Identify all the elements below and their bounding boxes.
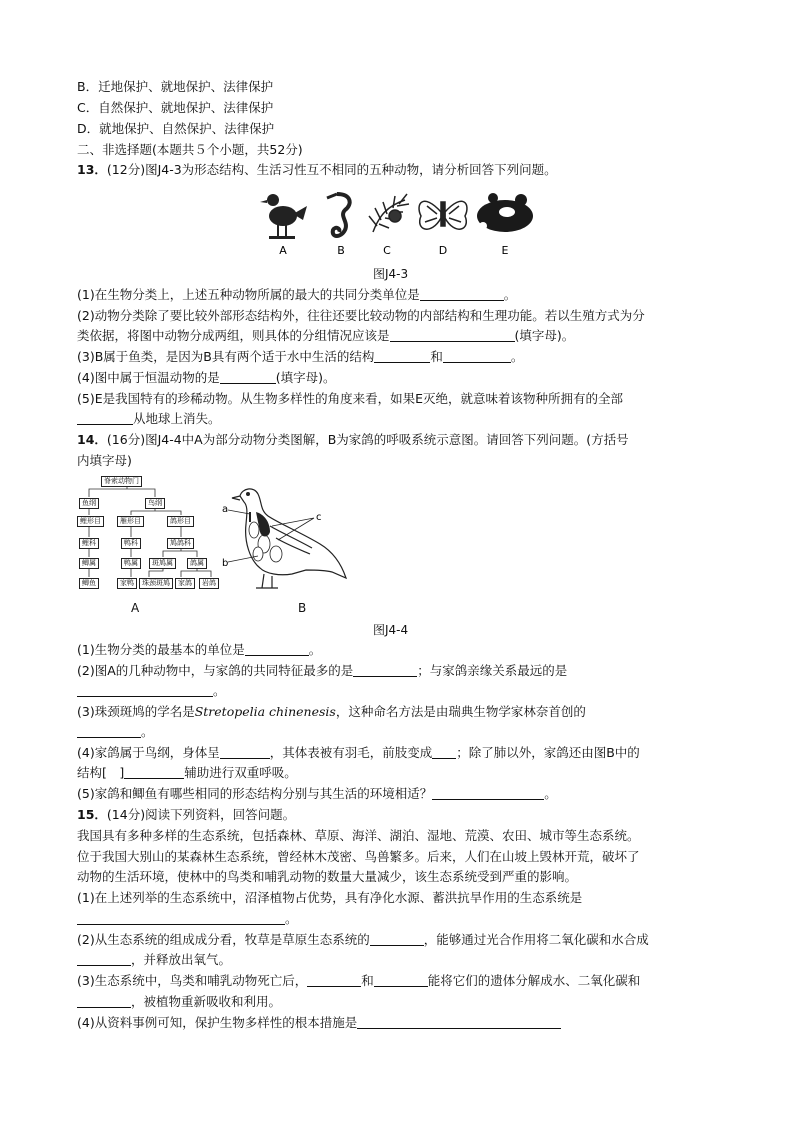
q14-p2-text2: ；与家鸽亲缘关系最远的是 bbox=[417, 663, 568, 678]
q13-part3 bbox=[77, 348, 523, 366]
q14-p1-text: (1)生物分类的最基本的单位是 bbox=[77, 642, 245, 657]
q14-p5-end: 。 bbox=[544, 786, 557, 801]
tree-node-family-carp: 鲤科 bbox=[79, 538, 99, 549]
q13-part5-line2 bbox=[77, 410, 221, 428]
label-a: A bbox=[279, 244, 287, 257]
choice-c: C．自然保护、就地保护、法律保护 bbox=[77, 100, 274, 115]
q13-p4-end: (填字母)。 bbox=[275, 370, 336, 385]
q15-p3-text: (3)生态系统中，鸟类和哺乳动物死亡后， bbox=[77, 973, 308, 988]
q13-p4-text: (4)图中属于恒温动物的是 bbox=[77, 370, 220, 385]
tree-node-class-bird: 鸟纲 bbox=[145, 498, 165, 509]
q13-p3-end: 。 bbox=[510, 349, 524, 364]
q14-p4-text2: ，其体表被有羽毛，前肢变成 bbox=[269, 745, 433, 760]
pigeon-respiratory-diagram bbox=[220, 482, 350, 594]
bird-label-c: c bbox=[316, 512, 322, 523]
q14-p2-text: (2)图A的几种动物中，与家鸽的共同特征最多的是 bbox=[77, 663, 354, 678]
animal-e-panda-icon bbox=[477, 193, 533, 232]
q14-part3-line2 bbox=[77, 723, 154, 741]
tree-node-genus-duck: 鸭属 bbox=[121, 558, 141, 569]
q13-number: 13． bbox=[77, 162, 107, 177]
q14-p3-text2: ，这种命名方法是由瑞典生物学家林奈首创的 bbox=[335, 704, 586, 719]
q14-p5-text: (5)家鸽和鲫鱼有哪些相同的形态结构分别与其生活的环境相适？ bbox=[77, 786, 433, 801]
q14-intro-text: (16分)图J4-4中A为部分动物分类图解，B为家鸽的呼吸系统示意图。请回答下列问题。(方括号 bbox=[106, 432, 629, 447]
q14-part4-line1 bbox=[77, 744, 640, 762]
q15-part1-line1: (1)在上述列举的生态系统中，沼泽植物占优势，具有净化水源、蓄洪抗旱作用的生态系统是 bbox=[77, 890, 583, 905]
answer-blank[interactable] bbox=[77, 994, 131, 1008]
q13-part4 bbox=[77, 369, 335, 387]
q15-part2-line2 bbox=[77, 951, 231, 969]
label-d: D bbox=[438, 244, 448, 257]
answer-blank[interactable] bbox=[307, 973, 361, 987]
tree-node-family-pigeon: 鸠鸽科 bbox=[167, 538, 194, 549]
q14-intro-line1 bbox=[77, 431, 629, 449]
q15-intro-text: (14分)阅读下列资料，回答问题。 bbox=[106, 807, 296, 822]
q15-p4-text: (4)从资料事例可知，保护生物多样性的根本措施是 bbox=[77, 1015, 358, 1030]
answer-blank[interactable] bbox=[432, 745, 456, 759]
q15-p2-end: ，并释放出氧气。 bbox=[131, 952, 232, 967]
section-title: 二、非选择题(本题共５个小题，共52分) bbox=[77, 142, 303, 157]
q13-figure-caption: 图J4-3 bbox=[373, 267, 409, 281]
q15-p1-end: 。 bbox=[285, 911, 298, 926]
q15-p3-end: ，被植物重新吸收和利用。 bbox=[131, 994, 282, 1009]
answer-blank[interactable] bbox=[77, 911, 285, 925]
tree-node-genus-crucian: 鲫属 bbox=[79, 558, 99, 569]
q13-p3-text: (3)B属于鱼类，是因为B具有两个适于水中生活的结构 bbox=[77, 349, 375, 364]
tree-node-phylum: 脊索动物门 bbox=[101, 476, 142, 487]
classification-tree bbox=[77, 474, 227, 594]
q13-p1-end: 。 bbox=[503, 287, 517, 302]
tree-node-order-goose: 雁形目 bbox=[117, 516, 144, 527]
answer-blank[interactable] bbox=[77, 952, 131, 966]
q14-p4-text3: ；除了肺以外，家鸽还由图B中的 bbox=[456, 745, 640, 760]
q14-p4-end: 辅助进行双重呼吸。 bbox=[184, 765, 297, 780]
tree-node-family-duck: 鸭科 bbox=[121, 538, 141, 549]
q14-part2-line1 bbox=[77, 662, 567, 680]
q13-p3-and: 和 bbox=[430, 349, 443, 364]
bird-label-a: a bbox=[222, 504, 229, 515]
q14-p3-text: (3)珠颈斑鸠的学名是 bbox=[77, 704, 195, 719]
answer-blank[interactable] bbox=[374, 973, 428, 987]
answer-blank[interactable] bbox=[220, 745, 270, 759]
answer-blank[interactable] bbox=[357, 1015, 561, 1029]
q15-material-line1: 我国具有多种多样的生态系统，包括森林、草原、海洋、湖泊、湿地、荒漠、农田、城市等生态系统。 bbox=[77, 828, 640, 843]
q14-part5 bbox=[77, 785, 557, 803]
answer-blank[interactable] bbox=[77, 411, 133, 425]
q13-p5-end: 从地球上消失。 bbox=[133, 411, 221, 426]
answer-blank[interactable] bbox=[420, 287, 504, 301]
tree-node-species-rock-pigeon: 岩鸽 bbox=[199, 578, 219, 589]
q15-part3-line1 bbox=[77, 972, 640, 990]
q14-part4-line2 bbox=[77, 764, 297, 782]
answer-blank[interactable] bbox=[77, 683, 213, 697]
q13-intro-text: (12分)图J4-3为形态结构、生活习性互不相同的五种动物，请分析回答下列问题。 bbox=[106, 162, 557, 177]
answer-blank[interactable] bbox=[77, 724, 141, 738]
q13-intro bbox=[77, 161, 557, 179]
q15-number: 15． bbox=[77, 807, 107, 822]
q14-p2-end: 。 bbox=[213, 683, 226, 698]
q14-intro-line2: 内填字母) bbox=[77, 453, 132, 468]
q15-p3-and: 和 bbox=[361, 973, 374, 988]
label-c: C bbox=[383, 244, 391, 257]
answer-blank[interactable] bbox=[443, 349, 511, 363]
scientific-name: Stretopelia chinenesis bbox=[194, 704, 336, 719]
tree-node-genus-pigeon: 鸽属 bbox=[187, 558, 207, 569]
q13-part2-line1: (2)动物分类除了要比较外部形态结构外，往往还要比较动物的内部结构和生理功能。若以生殖方式为分 bbox=[77, 308, 645, 323]
animal-a-bird-icon bbox=[260, 194, 307, 239]
q14-part1 bbox=[77, 641, 321, 659]
q14-p4-text: (4)家鸽属于鸟纲，身体呈 bbox=[77, 745, 220, 760]
q15-intro bbox=[77, 806, 295, 824]
q13-part2-line2 bbox=[77, 327, 574, 345]
q13-p1-text: (1)在生物分类上，上述五种动物所属的最大的共同分类单位是 bbox=[77, 287, 420, 302]
tree-connectors bbox=[77, 474, 227, 594]
q13-p2-text: 类依据，将图中动物分成两组，则具体的分组情况应该是 bbox=[77, 328, 390, 343]
q15-part3-line2 bbox=[77, 993, 281, 1011]
q14-figure-caption: 图J4-4 bbox=[373, 623, 409, 637]
animal-b-seahorse-icon bbox=[327, 194, 350, 236]
animal-d-butterfly-icon bbox=[419, 201, 467, 229]
q13-p2-end: (填字母)。 bbox=[514, 328, 575, 343]
q13-part5-line1: (5)E是我国特有的珍稀动物。从生物多样性的角度来看，如果E灭绝，就意味着该物种所拥有的全部 bbox=[77, 391, 624, 406]
answer-blank[interactable] bbox=[220, 370, 276, 384]
q15-p3-text2: 能将它们的遗体分解成水、二氧化碳和 bbox=[427, 973, 641, 988]
q15-part1-line2 bbox=[77, 910, 298, 928]
answer-blank[interactable] bbox=[245, 642, 309, 656]
q13-part1 bbox=[77, 286, 516, 304]
q15-p2-text2: ，能够通过光合作用将二氧化碳和水合成 bbox=[423, 932, 649, 947]
q14-number: 14． bbox=[77, 432, 107, 447]
answer-blank[interactable] bbox=[353, 663, 417, 677]
q15-p2-text: (2)从生态系统的组成成分看，牧草是草原生态系统的 bbox=[77, 932, 370, 947]
choice-b: B．迁地保护、就地保护、法律保护 bbox=[77, 79, 274, 94]
bird-label-b: b bbox=[222, 558, 229, 569]
q15-material-line3: 动物的生活环境，使林中的鸟类和哺乳动物的数量大量减少，该生态系统受到严重的影响。 bbox=[77, 869, 578, 884]
label-b: B bbox=[337, 244, 345, 257]
label-e: E bbox=[501, 244, 509, 257]
answer-blank[interactable] bbox=[124, 765, 184, 779]
q14-p3-end: 。 bbox=[141, 724, 154, 739]
tree-node-order-carp: 鲤形目 bbox=[77, 516, 104, 527]
animal-c-coral-icon bbox=[369, 194, 409, 232]
q14-p4-bracket: 结构[ ] bbox=[77, 765, 125, 780]
pigeon-icon bbox=[232, 489, 346, 588]
q15-part4 bbox=[77, 1014, 561, 1032]
q15-material-line2: 位于我国大别山的某森林生态系统，曾经林木茂密、鸟兽繁多。后来，人们在山坡上毁林开荒，破坏了 bbox=[77, 849, 640, 864]
q14-part3-line1 bbox=[77, 703, 586, 721]
answer-blank[interactable] bbox=[432, 786, 544, 800]
q15-part2-line1 bbox=[77, 931, 649, 949]
tree-node-order-pigeon: 鸽形目 bbox=[167, 516, 194, 527]
q14-p1-end: 。 bbox=[308, 642, 322, 657]
tree-node-species-crucian: 鲫鱼 bbox=[79, 578, 99, 589]
fig-a-label: A bbox=[131, 601, 140, 615]
answer-blank[interactable] bbox=[374, 349, 430, 363]
tree-node-species-dove: 珠颈斑鸠 bbox=[139, 578, 173, 589]
fig-b-label: B bbox=[298, 601, 307, 615]
q13-animal-figure bbox=[255, 186, 540, 258]
tree-node-class-fish: 鱼纲 bbox=[79, 498, 99, 509]
choice-d: D．就地保护、自然保护、法律保护 bbox=[77, 121, 275, 136]
tree-node-species-duck: 家鸭 bbox=[117, 578, 137, 589]
answer-blank[interactable] bbox=[370, 932, 424, 946]
answer-blank[interactable] bbox=[390, 328, 515, 342]
tree-node-species-pigeon: 家鸽 bbox=[175, 578, 195, 589]
tree-node-genus-dove: 斑鸠属 bbox=[149, 558, 176, 569]
q14-part2-line2 bbox=[77, 682, 226, 700]
